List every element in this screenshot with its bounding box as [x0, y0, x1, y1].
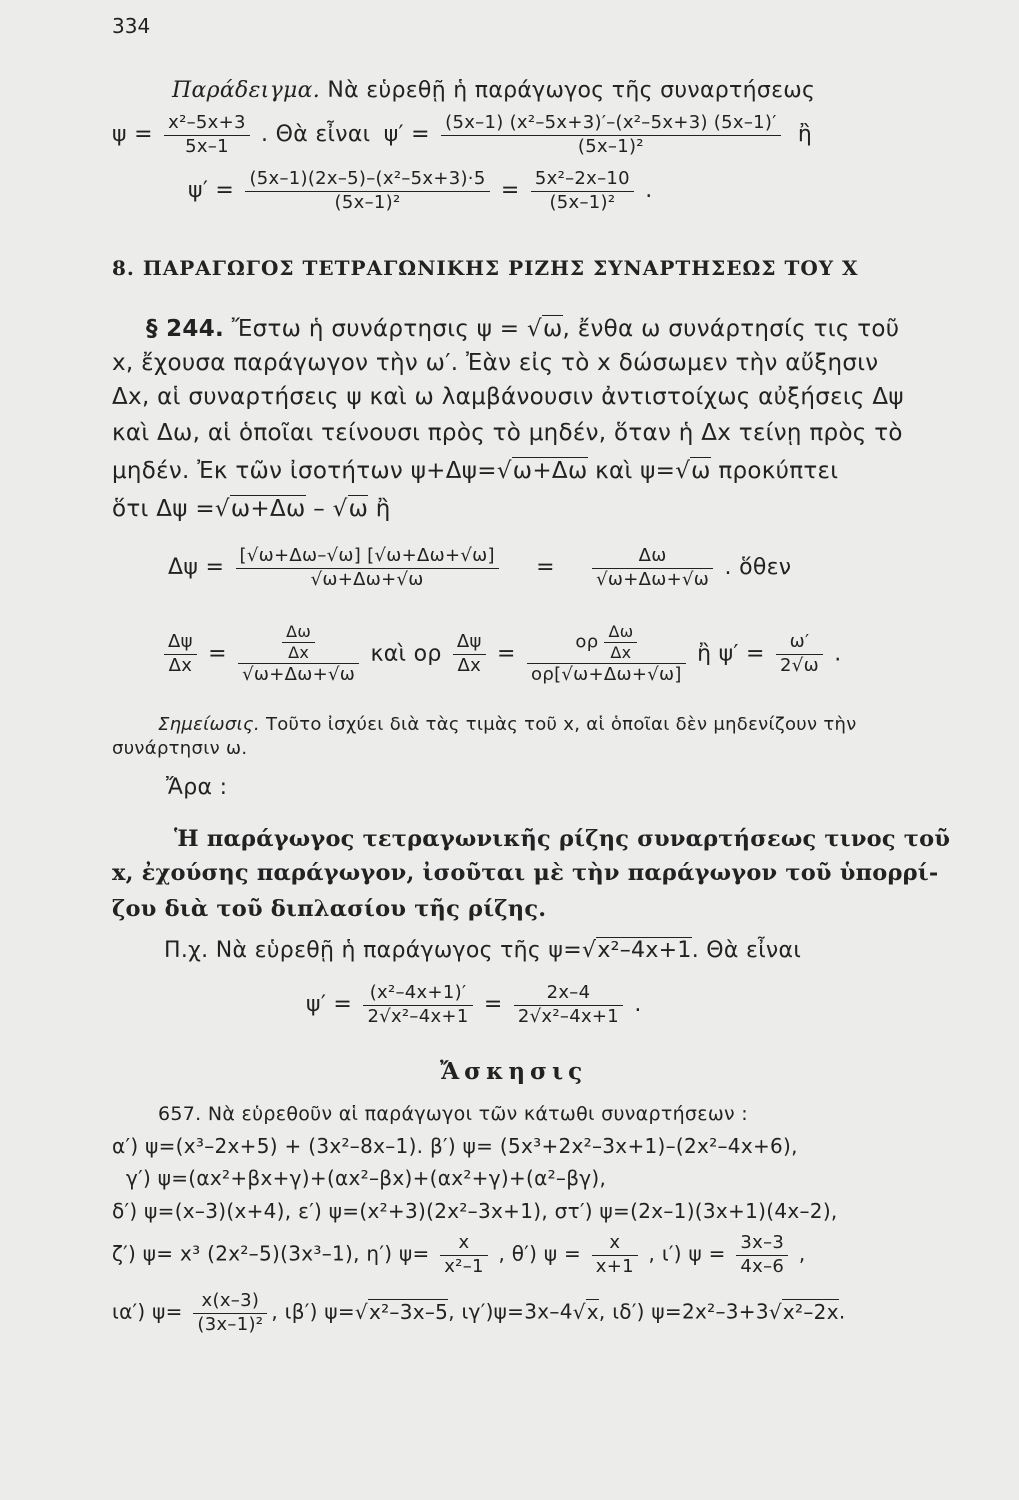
eq2-dot: .	[834, 641, 842, 667]
ex4-f2-num: x	[592, 1232, 638, 1256]
sqrt-icon	[333, 496, 348, 522]
ex4-f3-num: 3x–3	[736, 1232, 788, 1256]
ex5-a: ια′) ψ=	[112, 1299, 183, 1324]
eq2-right-denominator: ορ[√ω+Δω+√ω]	[531, 664, 682, 685]
p5c-text: προκύπτει	[710, 458, 839, 484]
note-line-1	[158, 714, 857, 735]
ex4-f2-den: x+1	[595, 1255, 634, 1277]
exercise-line-4	[112, 1232, 806, 1278]
example2-fraction-1	[363, 982, 472, 1028]
p5-omega-plus: ω+Δω	[512, 458, 588, 484]
paragraph-number: § 244.	[146, 316, 225, 342]
deriv1-numerator: (5x–1) (x²–5x+3)′–(x²–5x+3) (5x–1)′	[441, 112, 780, 136]
example2-dot: .	[634, 992, 642, 1017]
page-number: 334	[112, 14, 151, 38]
eq2-inner-den: Δx	[288, 643, 310, 662]
ex4-fraction-2	[592, 1232, 638, 1278]
eq1-denominator: √ω+Δω+√ω	[310, 568, 424, 590]
eq2-r-inner-fraction	[604, 622, 637, 663]
example-derivative-line	[188, 168, 653, 214]
example-label: Παράδειγμα.	[172, 78, 321, 103]
sqrt-icon	[582, 938, 596, 963]
exercise-line-5	[112, 1290, 846, 1336]
ex5-rad-3: x²–2x	[782, 1299, 839, 1324]
sqrt-icon	[527, 316, 542, 342]
eq2-denominator: √ω+Δω+√ω	[242, 664, 356, 685]
eq2-lim-numerator: Δψ	[453, 631, 486, 655]
eq2-lhs-numerator: Δψ	[164, 631, 197, 655]
eq2-numerator	[238, 622, 359, 664]
deriv-eq: =	[500, 178, 520, 203]
eq2-lim-fraction	[453, 631, 486, 677]
p1b-text: , ἔνθα ω συνάρτησίς τις τοῦ	[562, 316, 900, 342]
sqrt-icon	[497, 458, 512, 484]
eq2-eq: =	[208, 641, 227, 667]
p5-omega: ω	[691, 458, 711, 484]
eq1-numerator-2: Δω	[592, 545, 713, 569]
eq2-r-inner-num: Δω	[604, 622, 637, 643]
eq1-numerator: [√ω+Δω–√ω] [√ω+Δω+√ω]	[236, 545, 499, 569]
deriv1-fraction	[441, 112, 780, 158]
p6-omega-plus: ω+Δω	[230, 496, 306, 522]
deriv2-numerator: (5x–1)(2x–5)–(x²–5x+3)·5	[245, 168, 489, 192]
deriv-end-dot: .	[645, 178, 653, 203]
para-line-1	[146, 316, 899, 342]
section-heading: 8. ΠΑΡΑΓΩΓΟΣ ΤΕΤΡΑΓΩΝΙΚΗΣ ΡΙΖΗΣ ΣΥΝΑΡΤΗΣΕΩΣ ΤΟΥ Χ	[112, 256, 859, 280]
sqrt-icon	[769, 1300, 782, 1324]
eq2-r-pre: ορ	[575, 631, 599, 653]
example2-tail: . Θὰ εἶναι	[691, 938, 802, 963]
or-word: ἢ	[797, 122, 813, 147]
example2-eq: =	[483, 992, 503, 1017]
deriv2-denominator: (5x–1)²	[334, 191, 401, 213]
func-lhs: ψ =	[112, 122, 153, 147]
p1-text: Ἔστω ἡ συνάρτησις ψ =	[231, 316, 527, 342]
deriv1-denominator: (5x–1)²	[577, 135, 644, 157]
eq1-lhs: Δψ =	[168, 555, 225, 580]
eq1-fraction	[236, 545, 499, 591]
deriv-lhs: ψ′ =	[383, 122, 430, 147]
p1-omega: ω	[542, 316, 563, 342]
ex5-c: , ιγ′)ψ=3x–4	[448, 1299, 573, 1324]
para-line-3: Δx, αἱ συναρτήσεις ψ καὶ ω λαμβάνουσιν ἀντιστοίχως αὐξήσεις Δψ	[112, 384, 904, 410]
sqrt-icon	[355, 1300, 368, 1324]
p6b-text: –	[305, 496, 333, 522]
p5a-text: μηδέν. Ἐκ τῶν ἰσοτήτων ψ+Δψ=	[112, 458, 497, 484]
exercise-line-2: γ′) ψ=(αx²+βx+γ)+(αx²–βx)+(αx²+γ)+(α²–βγ),	[126, 1166, 607, 1190]
eq2-right-fraction	[527, 622, 686, 687]
example2-text: Π.χ. Νὰ εὑρεθῇ ἡ παράγωγος τῆς ψ=	[164, 938, 582, 963]
ex5-fraction	[193, 1290, 267, 1336]
example2-den2: 2√x²–4x+1	[517, 1005, 620, 1027]
example-intro-text: Νὰ εὑρεθῇ ἡ παράγωγος τῆς συναρτήσεως	[327, 78, 816, 103]
ex5-b: , ιβ′) ψ=	[271, 1299, 355, 1324]
eq2-lhs-denominator: Δx	[168, 654, 193, 676]
rule-line-2: x, ἐχούσης παράγωγον, ἰσοῦται μὲ τὴν παράγωγον τοῦ ὑπορρί-	[112, 860, 939, 886]
note-text: Τοῦτο ἰσχύει διὰ τὰς τιμὰς τοῦ x, αἱ ὁποῖαι δὲν μηδενίζουν τὴν	[265, 714, 857, 735]
eq1-hence: . ὅθεν	[724, 555, 792, 580]
rule-line-3: ζου διὰ τοῦ διπλασίου τῆς ρίζης.	[112, 896, 547, 922]
example2-num1: (x²–4x+1)′	[363, 982, 472, 1006]
ex4-fraction-1	[440, 1232, 488, 1278]
sqrt-icon	[573, 1300, 586, 1324]
then-text: . Θὰ εἶναι	[261, 122, 371, 147]
p6a-text: ὅτι Δψ =	[112, 496, 215, 522]
eq1-fraction-2	[592, 545, 713, 591]
example2-fraction-2	[514, 982, 623, 1028]
p6c-text: ἢ	[368, 496, 391, 522]
ex5-f-den: (3x–1)²	[197, 1313, 264, 1335]
eq2-eq-2: =	[497, 641, 516, 667]
example2-derivative	[306, 982, 642, 1028]
func-numerator: x²–5x+3	[164, 112, 250, 136]
func-fraction	[164, 112, 250, 158]
ex5-f-num: x(x–3)	[193, 1290, 267, 1314]
sqrt-icon	[215, 496, 230, 522]
eq2-fraction	[238, 622, 359, 687]
exercises-intro: 657. Νὰ εὑρεθοῦν αἱ παράγωγοι τῶν κάτωθι συναρτήσεων :	[158, 1103, 749, 1125]
eq2-final-lhs: ψ′ =	[718, 641, 765, 667]
eq1-denominator-2: √ω+Δω+√ω	[596, 568, 710, 590]
equation-2	[160, 622, 842, 687]
sqrt-icon	[675, 458, 690, 484]
ex4-c: , ι′) ψ =	[648, 1241, 726, 1266]
eq2-inner-num: Δω	[282, 622, 315, 643]
exercise-line-3: δ′) ψ=(x–3)(x+4), ε′) ψ=(x²+3)(2x²–3x+1), στ′) ψ=(2x–1)(3x+1)(4x–2),	[112, 1199, 838, 1223]
eq2-and: καὶ ορ	[370, 641, 442, 667]
eq2-final-denominator: 2√ω	[780, 654, 819, 676]
para-line-6	[112, 496, 391, 522]
note-line-2: συνάρτησιν ω.	[112, 738, 248, 759]
ex4-f3-den: 4x–6	[740, 1255, 785, 1277]
ex4-a: ζ′) ψ= x³ (2x²–5)(3x³–1), η′) ψ=	[112, 1241, 430, 1266]
eq2-or: ἢ	[697, 641, 712, 667]
para-line-5	[112, 458, 838, 484]
deriv3-fraction	[531, 168, 634, 214]
ex4-d: ,	[798, 1241, 806, 1266]
ex5-e: .	[838, 1299, 846, 1324]
equation-1	[168, 545, 791, 591]
example2-den1: 2√x²–4x+1	[367, 1005, 469, 1027]
deriv2-fraction	[245, 168, 489, 214]
deriv2-lhs: ψ′ =	[188, 178, 235, 203]
eq2-final-fraction	[776, 631, 823, 677]
ex4-f1-den: x²–1	[444, 1255, 484, 1277]
eq2-lim-denominator: Δx	[457, 654, 482, 676]
example2-line	[164, 938, 801, 963]
example-intro	[172, 78, 815, 103]
para-line-2: x, ἔχουσα παράγωγον τὴν ω′. Ἐὰν εἰς τὸ x δώσωμεν τὴν αὔξησιν	[112, 350, 879, 376]
eq2-final-numerator: ω′	[776, 631, 823, 655]
example2-radicand: x²–4x+1	[597, 938, 692, 963]
eq1-eq: =	[536, 555, 555, 580]
eq2-r-inner-den: Δx	[610, 643, 632, 662]
eq2-inner-fraction	[282, 622, 315, 663]
exercise-line-1: α′) ψ=(x³–2x+5) + (3x²–8x–1). β′) ψ= (5x³+2x²–3x+1)–(2x²–4x+6),	[112, 1134, 798, 1158]
ex4-fraction-3	[736, 1232, 788, 1278]
note-label: Σημείωσις.	[158, 714, 260, 735]
ex5-rad-1: x²–3x–5	[368, 1299, 449, 1324]
exercises-title: Ἄσκησις	[440, 1058, 588, 1085]
rule-line-1: Ἡ παράγωγος τετραγωνικῆς ρίζης συναρτήσεως τινος τοῦ	[174, 826, 951, 852]
ex4-b: , θ′) ψ =	[498, 1241, 582, 1266]
example-function-line	[112, 112, 812, 158]
deriv3-numerator: 5x²–2x–10	[531, 168, 634, 192]
example2-lhs: ψ′ =	[306, 992, 353, 1017]
eq2-right-numerator	[527, 622, 686, 664]
ex5-rad-2: x	[586, 1299, 599, 1324]
p6-omega: ω	[348, 496, 369, 522]
p5b-text: καὶ ψ=	[587, 458, 676, 484]
func-denominator: 5x–1	[185, 135, 229, 157]
deriv3-denominator: (5x–1)²	[549, 191, 616, 213]
hence-word: Ἄρα :	[166, 775, 228, 800]
ex4-f1-num: x	[440, 1232, 488, 1256]
ex5-d: , ιδ′) ψ=2x²–3+3	[598, 1299, 769, 1324]
example2-num2: 2x–4	[514, 982, 623, 1006]
para-line-4: καὶ Δω, αἱ ὁποῖαι τείνουσι πρὸς τὸ μηδέν, ὅταν ἡ Δx τείνῃ πρὸς τὸ	[112, 420, 903, 446]
eq2-lhs-fraction	[164, 631, 197, 677]
